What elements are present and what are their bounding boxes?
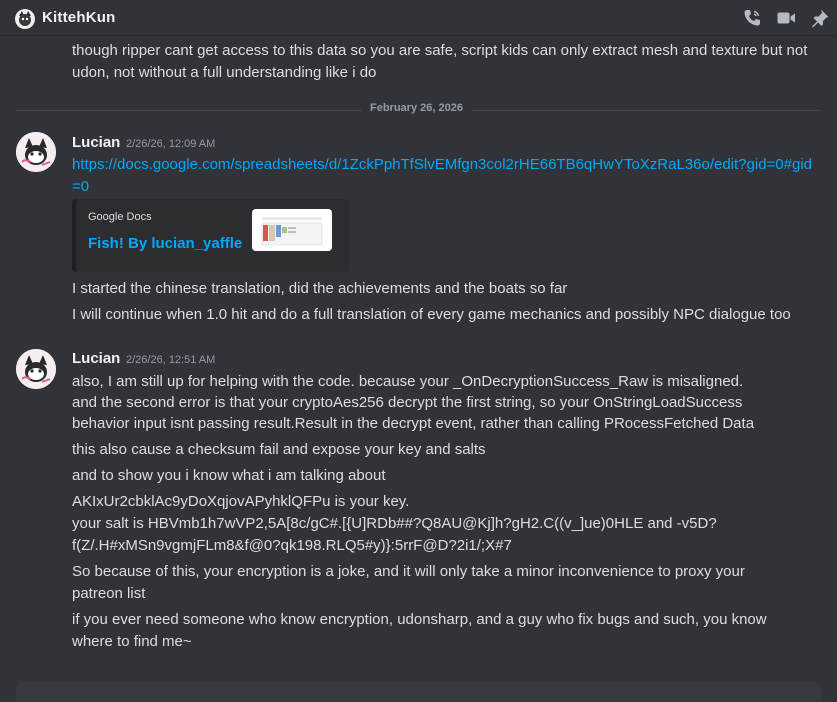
message-timestamp: 2/26/26, 12:09 AM — [126, 138, 216, 150]
message-text: patreon list — [72, 585, 146, 602]
message-feed — [0, 36, 837, 680]
message-input[interactable] — [16, 682, 821, 702]
channel-name: KittehKun — [42, 9, 116, 26]
message-author[interactable]: Lucian — [72, 134, 121, 151]
message-text: I will continue when 1.0 hit and do a full translation of every game mechanics and possibly NPC dialogue too — [72, 306, 791, 323]
channel-header — [0, 0, 837, 36]
continuation-message: though ripper cant get access to this data so you are safe, script kids can only extract mesh and texture but not udon, not without a full understanding like i do — [72, 42, 808, 81]
message-text: So because of this, your encryption is a joke, and it will only take a minor inconvenience to proxy your — [72, 563, 745, 580]
video-call-icon[interactable] — [769, 6, 803, 30]
message-timestamp: 2/26/26, 12:51 AM — [126, 354, 216, 366]
embed-thumbnail[interactable] — [252, 209, 332, 251]
link-embed — [72, 199, 349, 272]
voice-call-icon[interactable] — [735, 6, 769, 30]
message-text: your salt is HBVmb1h7wVP2,5A[8c/gC#.[{U]RDb##?Q8AU@Kj]h?gH2.C((v_]ue)0HLE and -v5D? — [72, 515, 717, 532]
message-text: if you ever need someone who know encryption, udonsharp, and a guy who fix bugs and such, you know — [72, 611, 767, 628]
message-text: and the second error is that your cryptoAes256 decrypt the first string, so your OnStringLoadSuccess — [72, 394, 743, 411]
avatar-image — [16, 349, 56, 389]
message-link[interactable]: https://docs.google.com/spreadsheets/d/1ZckPphTfSlvEMfgn3col2rHE66TB6qHwYToXzRaL36o/edit?gid=0#gid=0 — [72, 156, 813, 195]
dm-avatar-icon[interactable] — [14, 8, 36, 30]
avatar[interactable] — [16, 349, 56, 389]
message-text: AKIxUr2cbklAc9yDoXqjovAPyhklQFPu is your key. — [72, 493, 410, 510]
message-text: also, I am still up for helping with the code. because your _OnDecryptionSuccess_Raw is misaligned. — [72, 373, 744, 390]
message-text: f(Z/.H#xMSn9vgmjFLm8&f@0?qk198.RLQ5#y)}:5rrF@D?2i1/;X#7 — [72, 537, 512, 554]
embed-provider: Google Docs — [88, 211, 152, 223]
message-author[interactable]: Lucian — [72, 350, 121, 367]
pin-icon[interactable] — [803, 6, 837, 30]
message-text: behavior input isnt passing result.Result in the decrypt event, rather than calling PRocessFetched Data — [72, 415, 755, 432]
date-divider-label: February 26, 2026 — [362, 102, 471, 114]
message-text: this also cause a checksum fail and expose your key and salts — [72, 441, 486, 458]
embed-title-link[interactable]: Fish! By lucian_yaffle — [88, 235, 243, 252]
message-text: where to find me~ — [72, 633, 192, 650]
avatar[interactable] — [16, 132, 56, 172]
message-text: I started the chinese translation, did the achievements and the boats so far — [72, 280, 568, 297]
avatar-image — [16, 132, 56, 172]
message-text: and to show you i know what i am talking about — [72, 467, 386, 484]
